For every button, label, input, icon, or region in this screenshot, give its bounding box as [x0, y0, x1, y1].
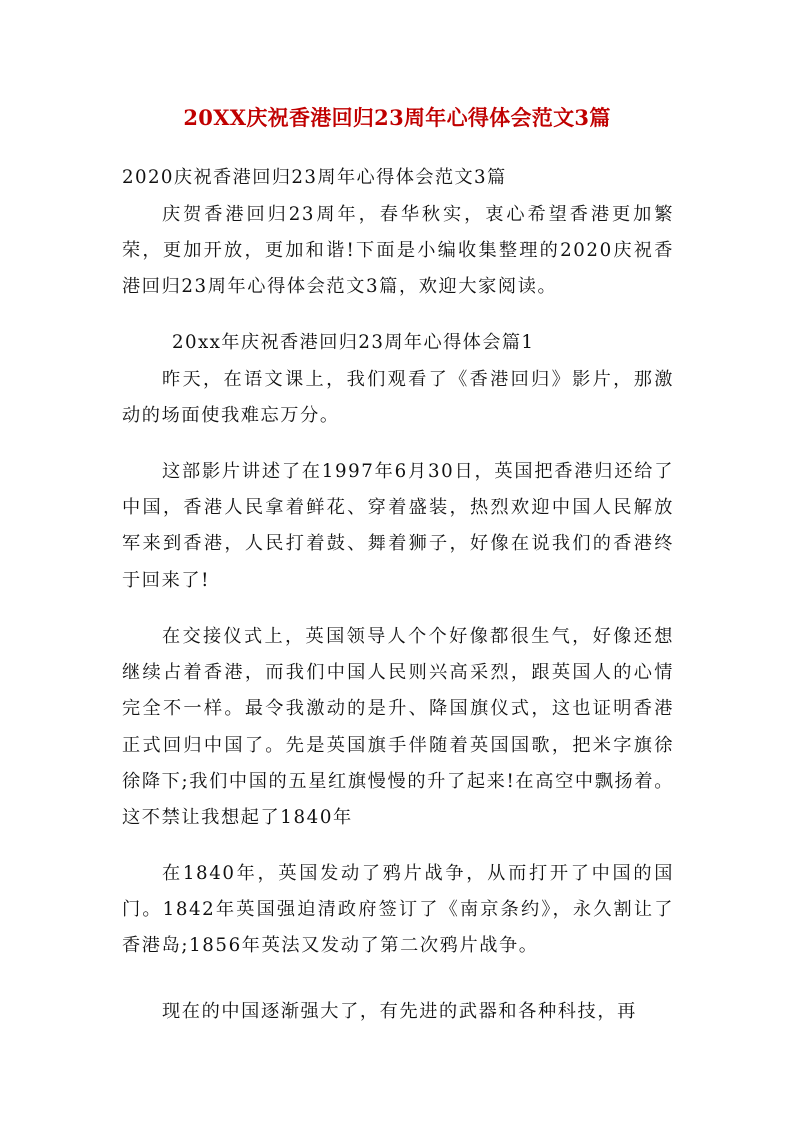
- intro-paragraph: 庆贺香港回归23周年，春华秋实，衷心希望香港更加繁荣，更加开放，更加和谐!下面是小编收集整理的2020庆祝香港回归23周年心得体会范文3篇，欢迎大家阅读。: [122, 204, 674, 298]
- document-subtitle: 2020庆祝香港回归23周年心得体会范文3篇: [122, 167, 507, 188]
- body-paragraph: 在1840年，英国发动了鸦片战争，从而打开了中国的国门。1842年英国强迫清政府签订了《南京条约》，永久割让了香港岛;1856年英法又发动了第二次鸦片战争。: [122, 863, 674, 957]
- body-paragraph: 在交接仪式上，英国领导人个个好像都很生气，好像还想继续占着香港，而我们中国人民则兴高采烈，跟英国人的心情完全不一样。最令我激动的是升、降国旗仪式，这也证明香港正式回归中国了。先是英国旗手伴随着英国国歌，把米字旗徐徐降下;我们中国的五星红旗慢慢的升了起来!在高空中飘扬着。这不禁让我想起了1840年: [122, 626, 674, 829]
- section-heading: 20xx年庆祝香港回归23周年心得体会篇1: [172, 332, 535, 353]
- body-paragraph: 这部影片讲述了在1997年6月30日，英国把香港归还给了中国，香港人民拿着鲜花、穿着盛装，热烈欢迎中国人民解放军来到香港，人民打着鼓、舞着狮子，好像在说我们的香港终于回来了!: [122, 461, 674, 591]
- body-paragraph: 现在的中国逐渐强大了，有先进的武器和各种科技，再: [162, 1001, 637, 1022]
- body-paragraph: 昨天，在语文课上，我们观看了《香港回归》影片，那激动的场面使我难忘万分。: [122, 369, 674, 427]
- document-title: 20XX庆祝香港回归23周年心得体会范文3篇: [183, 105, 611, 130]
